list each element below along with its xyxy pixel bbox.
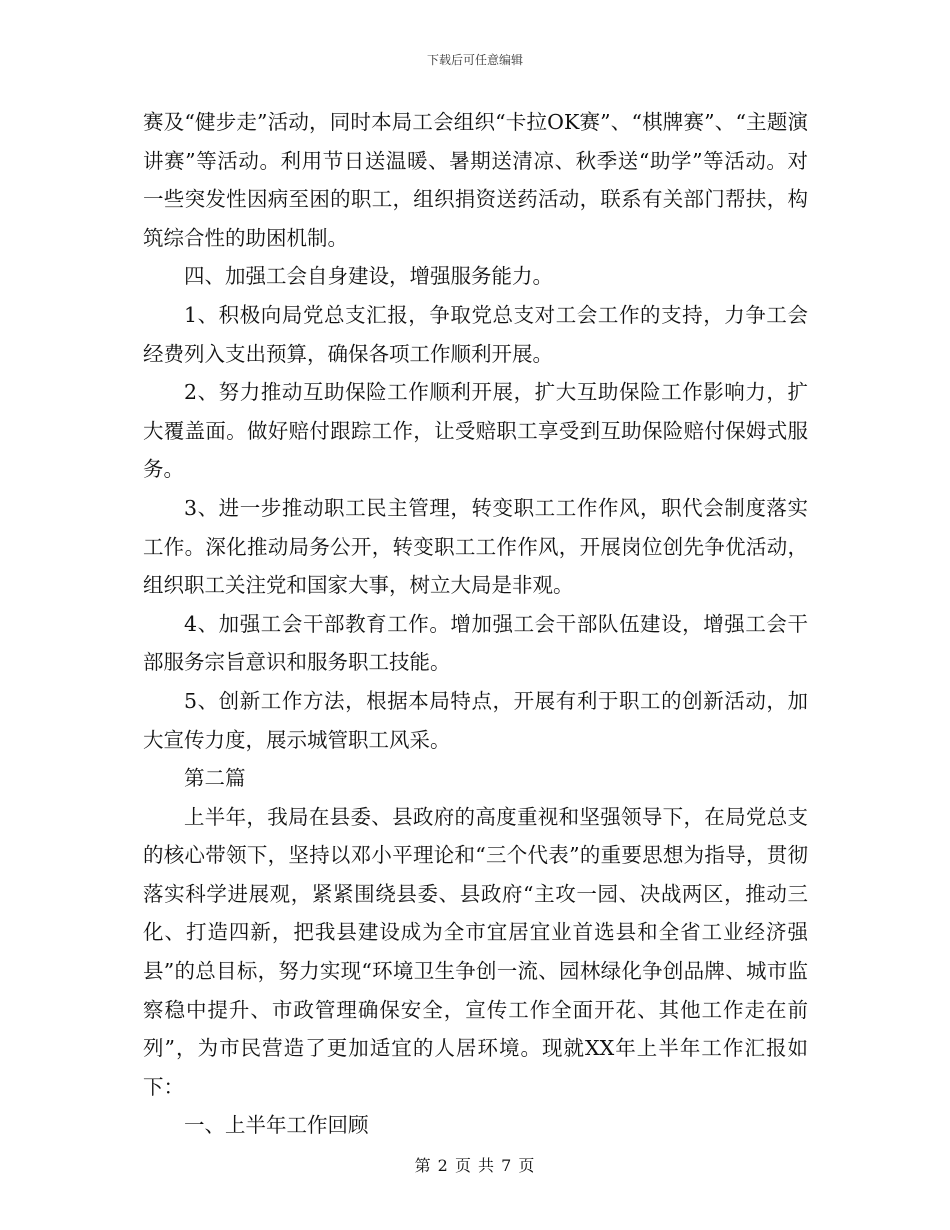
paragraph-item-1: 1、积极向局党总支汇报，争取党总支对工会工作的支持，力争工会经费列入支出预算，确保各项工作顺利开展。	[143, 302, 808, 366]
paragraph-item-4: 4、加强工会干部教育工作。增加强工会干部队伍建设，增强工会干部服务宗旨意识和服务职工技能。	[143, 611, 808, 675]
page-number: 第 2 页 共 7 页	[414, 1156, 536, 1175]
paragraph-item-2: 2、努力推动互助保险工作顺利开展，扩大互助保险工作影响力，扩大覆盖面。做好赔付跟踪工作，让受赔职工享受到互助保险赔付保姆式服务。	[143, 380, 808, 482]
page-header: 下载后可任意编辑	[426, 53, 523, 67]
paragraph-intro: 上半年，我局在县委、县政府的高度重视和坚强领导下，在局党总支的核心带领下，坚持以邓小平理论和“三个代表”的重要思想为指导，贯彻落实科学进展观，紧紧围绕县委、县政府“主攻一园、决战两区，推动三化、打造四新，把我县建设成为全市宜居宜业首选县和全省工业经济强县”的总目标，努力实现“环境卫生争创一流、园林绿化争创品牌、城市监察稳中提升、市政管理确保安全，宣传工作全面开花、其他工作走在前列”，为市民营造了更加适宜的人居环境。现就XX年上半年工作汇报如下：	[143, 804, 808, 1099]
part-title: 第二篇	[184, 766, 246, 791]
paragraph-1: 赛及“健步走”活动，同时本局工会组织“卡拉OK赛”、“棋牌赛”、“主题演讲赛”等活动。利用节日送温暖、暑期送清凉、秋季送“助学”等活动。对一些突发性因病至困的职工，组织捐资送药活动，联系有关部门帮扶，构筑综合性的助困机制。	[143, 110, 808, 250]
document-body	[143, 103, 808, 1145]
section-heading-1: 一、上半年工作回顾	[184, 1113, 369, 1138]
paragraph-item-5: 5、创新工作方法，根据本局特点，开展有利于职工的创新活动，加大宣传力度，展示城管职工风采。	[143, 688, 808, 752]
section-heading-4: 四、加强工会自身建设，增强服务能力。	[184, 264, 553, 289]
paragraph-item-3: 3、进一步推动职工民主管理，转变职工工作作风，职代会制度落实工作。深化推动局务公开，转变职工工作作风，开展岗位创先争优活动，组织职工关注党和国家大事，树立大局是非观。	[143, 495, 808, 598]
